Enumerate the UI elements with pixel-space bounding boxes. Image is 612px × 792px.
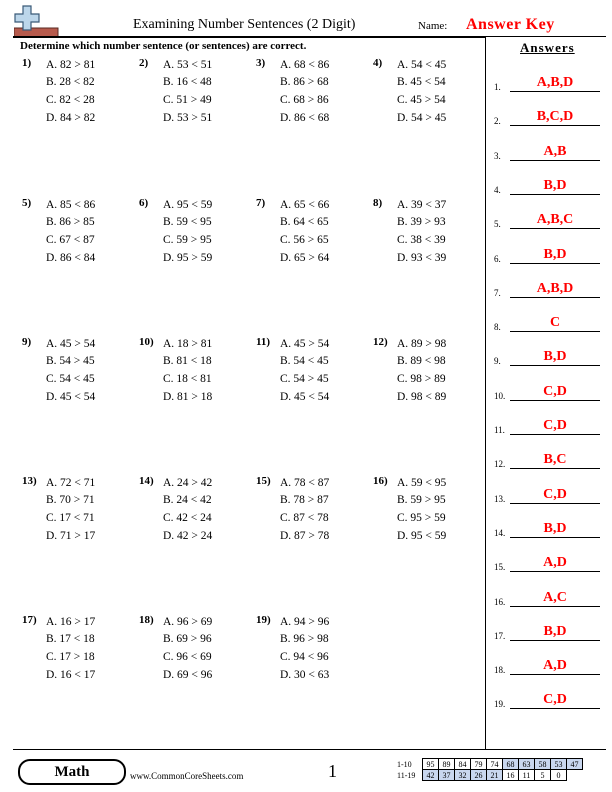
problem-option: C. 87 < 78	[280, 512, 329, 524]
score-grid	[396, 758, 583, 781]
problem-option: C. 95 > 59	[397, 512, 446, 524]
answer-value: A,D	[543, 555, 567, 571]
answer-number: 8.	[494, 322, 501, 333]
problem-option: B. 28 < 82	[46, 76, 95, 88]
score-cell: 42	[423, 770, 439, 781]
answer-row	[494, 441, 604, 469]
problem-18	[139, 614, 251, 694]
problem-option: B. 64 < 65	[280, 216, 329, 228]
problem-option: C. 67 < 87	[46, 234, 95, 246]
problem-12	[373, 336, 485, 416]
problem-number: 19)	[256, 614, 271, 626]
answer-row	[494, 98, 604, 126]
problem-option: D. 45 < 54	[46, 391, 96, 403]
problem-7	[256, 197, 368, 277]
answer-line	[510, 365, 600, 366]
answer-row	[494, 544, 604, 572]
problem-option: C. 17 < 71	[46, 512, 95, 524]
problem-option: C. 38 < 39	[397, 234, 446, 246]
problem-option: A. 65 < 66	[280, 199, 330, 211]
problem-1	[22, 57, 134, 137]
problem-option: A. 39 < 37	[397, 199, 447, 211]
problem-option: A. 45 > 54	[46, 338, 96, 350]
answer-number: 11.	[494, 425, 505, 435]
problem-number: 1)	[22, 57, 32, 69]
answer-value: B,D	[543, 349, 567, 365]
score-grid-label: 11-19	[397, 770, 416, 780]
problem-number: 14)	[139, 475, 154, 487]
answer-number: 17.	[494, 630, 506, 641]
problem-number: 17)	[22, 614, 37, 626]
problem-option: D. 84 > 82	[46, 112, 96, 124]
header-divider	[13, 36, 486, 38]
problem-option: D. 54 > 45	[397, 112, 447, 124]
answers-header: Answers	[520, 40, 575, 55]
problem-option: D. 16 < 17	[46, 669, 96, 681]
footer-divider	[13, 749, 606, 750]
page-number: 1	[328, 761, 337, 781]
answer-number: 7.	[494, 287, 501, 298]
answer-line	[510, 263, 600, 264]
problem-11	[256, 336, 368, 416]
score-cell: 21	[487, 770, 503, 781]
problem-13	[22, 475, 134, 555]
answer-value: C,D	[543, 418, 567, 433]
problem-option: B. 17 < 18	[46, 633, 95, 645]
problem-10	[139, 336, 251, 416]
answer-number: 9.	[494, 356, 501, 367]
score-cell: 63	[519, 759, 535, 770]
answer-number: 14.	[494, 527, 506, 538]
problem-option: A. 53 < 51	[163, 59, 213, 71]
answer-line	[510, 606, 600, 607]
answer-value: A,D	[543, 658, 567, 674]
answer-row	[494, 510, 604, 538]
score-cell: 74	[487, 759, 503, 770]
problem-option: C. 96 < 69	[163, 651, 212, 663]
problem-4	[373, 57, 485, 137]
answer-number: 13.	[494, 493, 506, 504]
problem-number: 10)	[139, 336, 154, 348]
problem-option: A. 18 > 81	[163, 338, 213, 350]
score-cell: 84	[455, 759, 471, 770]
answer-line	[510, 708, 600, 709]
answer-number: 12.	[494, 459, 506, 470]
answer-number: 4.	[494, 184, 501, 195]
problem-option: B. 39 > 93	[397, 216, 446, 228]
answer-value: C,D	[543, 383, 567, 399]
answer-line	[510, 571, 600, 572]
problem-option: D. 69 < 96	[163, 669, 213, 681]
answers-divider	[485, 36, 486, 749]
answer-number: 16.	[494, 596, 506, 607]
instructions: Determine which number sentence (or sentences) are correct.	[20, 40, 307, 52]
score-cell: 95	[423, 759, 439, 770]
problem-option: A. 16 > 17	[46, 616, 96, 628]
problem-option: C. 94 < 96	[280, 651, 329, 663]
score-cell: 58	[535, 759, 551, 770]
problem-option: B. 16 < 48	[163, 76, 212, 88]
answer-row	[494, 373, 604, 401]
answer-number: 5.	[494, 219, 501, 230]
problem-option: C. 54 > 45	[280, 373, 329, 385]
answer-row	[494, 304, 604, 332]
answer-row	[494, 133, 604, 161]
answer-line	[510, 400, 600, 401]
answer-value: A,B,C	[536, 212, 574, 228]
problem-14	[139, 475, 251, 555]
problem-option: D. 30 < 63	[280, 669, 330, 681]
problem-option: B. 70 > 71	[46, 494, 95, 506]
answer-row	[494, 201, 604, 229]
answer-row	[494, 476, 604, 504]
problem-option: B. 78 > 87	[280, 494, 329, 506]
answer-row	[494, 338, 604, 366]
answer-number: 3.	[494, 150, 501, 161]
problem-3	[256, 57, 368, 137]
problem-number: 11)	[256, 336, 271, 348]
logo-icon	[14, 4, 62, 38]
website-link[interactable]: www.CommonCoreSheets.com	[130, 771, 244, 781]
problem-option: D. 86 < 84	[46, 252, 96, 264]
answer-value: B,D	[543, 246, 567, 262]
answer-line	[510, 228, 600, 229]
problem-number: 8)	[373, 197, 383, 209]
problem-option: A. 54 < 45	[397, 59, 447, 71]
problem-option: A. 89 > 98	[397, 338, 447, 350]
name-label: Name:	[418, 20, 448, 32]
problem-option: B. 86 > 68	[280, 76, 329, 88]
answer-value: B,C,D	[536, 109, 574, 125]
problem-number: 13)	[22, 475, 37, 487]
answer-line	[510, 331, 600, 332]
problem-option: B. 96 > 98	[280, 633, 329, 645]
problem-option: D. 86 < 68	[280, 112, 330, 124]
problem-16	[373, 475, 485, 555]
score-cell: 37	[439, 770, 455, 781]
problem-option: D. 95 > 59	[163, 252, 213, 264]
answer-number: 15.	[494, 562, 506, 573]
page-title: Examining Number Sentences (2 Digit)	[133, 17, 356, 32]
problem-option: D. 98 < 89	[397, 391, 447, 403]
subject-badge: Math	[18, 759, 126, 785]
answer-row	[494, 613, 604, 641]
problem-option: C. 18 < 81	[163, 373, 212, 385]
answer-value: A,B,D	[536, 280, 574, 296]
problem-option: A. 95 < 59	[163, 199, 213, 211]
answer-line	[510, 468, 600, 469]
answer-value: A,B,D	[536, 75, 574, 90]
problem-option: A. 72 < 71	[46, 477, 96, 489]
problem-option: C. 82 < 28	[46, 94, 95, 106]
answer-value: B,D	[543, 623, 567, 639]
problem-19	[256, 614, 368, 694]
score-cell: 68	[503, 759, 519, 770]
problem-option: A. 59 < 95	[397, 477, 447, 489]
score-cell: 53	[551, 759, 567, 770]
problem-number: 2)	[139, 57, 149, 69]
answer-value: C	[549, 315, 561, 331]
problem-option: B. 24 < 42	[163, 494, 212, 506]
problem-option: A. 45 > 54	[280, 338, 330, 350]
answer-line	[510, 194, 600, 195]
problem-option: D. 81 > 18	[163, 391, 213, 403]
problem-option: B. 45 < 54	[397, 76, 446, 88]
answer-line	[510, 674, 600, 675]
answer-number: 6.	[494, 253, 501, 264]
problem-option: C. 56 > 65	[280, 234, 329, 246]
problem-option: B. 86 > 85	[46, 216, 95, 228]
problem-6	[139, 197, 251, 277]
problem-option: A. 85 < 86	[46, 199, 96, 211]
problem-option: D. 95 < 59	[397, 530, 447, 542]
problem-option: B. 59 > 95	[397, 494, 446, 506]
problem-option: D. 87 > 78	[280, 530, 330, 542]
score-grid-row	[396, 759, 583, 770]
score-cell: 26	[471, 770, 487, 781]
problem-number: 7)	[256, 197, 266, 209]
answer-row	[494, 407, 604, 435]
problem-option: D. 71 > 17	[46, 530, 96, 542]
problem-option: B. 89 < 98	[397, 355, 446, 367]
answer-row	[494, 270, 604, 298]
answer-row	[494, 64, 604, 92]
problem-option: A. 24 > 42	[163, 477, 213, 489]
answer-number: 19.	[494, 699, 506, 710]
answer-key-label: Answer Key	[466, 16, 555, 33]
problem-8	[373, 197, 485, 277]
answer-line	[510, 434, 600, 435]
problem-9	[22, 336, 134, 416]
problem-number: 6)	[139, 197, 149, 209]
problem-option: D. 45 < 54	[280, 391, 330, 403]
score-cell: 32	[455, 770, 471, 781]
score-cell: 0	[551, 770, 567, 781]
problem-option: C. 59 > 95	[163, 234, 212, 246]
answer-line	[510, 91, 600, 92]
answer-value: B,D	[543, 520, 567, 536]
problem-number: 5)	[22, 197, 32, 209]
problem-option: B. 59 < 95	[163, 216, 212, 228]
problem-number: 15)	[256, 475, 271, 487]
score-cell: 11	[519, 770, 535, 781]
answer-value: B,D	[543, 177, 567, 193]
answer-row	[494, 236, 604, 264]
problem-option: D. 65 > 64	[280, 252, 330, 264]
problem-option: C. 68 > 86	[280, 94, 329, 106]
problem-option: D. 93 < 39	[397, 252, 447, 264]
problem-option: B. 54 > 45	[46, 355, 95, 367]
problem-17	[22, 614, 134, 694]
problem-option: A. 94 > 96	[280, 616, 330, 628]
answer-line	[510, 297, 600, 298]
problem-option: C. 42 < 24	[163, 512, 212, 524]
problem-number: 12)	[373, 336, 388, 348]
score-cell: 16	[503, 770, 519, 781]
score-cell: 47	[567, 759, 583, 770]
score-grid-row	[396, 770, 583, 781]
problem-option: B. 54 < 45	[280, 355, 329, 367]
problem-option: A. 78 < 87	[280, 477, 330, 489]
answer-number: 2.	[494, 116, 501, 127]
problem-5	[22, 197, 134, 277]
answer-value: C,D	[543, 486, 567, 502]
problem-option: D. 53 > 51	[163, 112, 213, 124]
problem-option: A. 68 < 86	[280, 59, 330, 71]
answer-value: A,B	[543, 143, 567, 159]
problem-option: A. 96 > 69	[163, 616, 213, 628]
problem-number: 4)	[373, 57, 383, 69]
answer-number: 18.	[494, 665, 506, 676]
problem-2	[139, 57, 251, 137]
score-grid-label: 1-10	[397, 759, 412, 769]
answer-row	[494, 681, 604, 709]
answer-number: 10.	[494, 390, 506, 401]
problem-option: C. 17 > 18	[46, 651, 95, 663]
answer-value: C,D	[543, 692, 567, 708]
problem-number: 3)	[256, 57, 266, 69]
problem-15	[256, 475, 368, 555]
problem-option: C. 54 < 45	[46, 373, 95, 385]
answer-value: A,C	[543, 589, 567, 605]
score-cell: 5	[535, 770, 551, 781]
problem-number: 9)	[22, 336, 32, 348]
problem-option: B. 69 > 96	[163, 633, 212, 645]
answer-line	[510, 503, 600, 504]
answer-row	[494, 167, 604, 195]
answer-row	[494, 647, 604, 675]
problem-number: 18)	[139, 614, 154, 626]
problem-option: C. 51 > 49	[163, 94, 212, 106]
problem-option: B. 81 < 18	[163, 355, 212, 367]
answer-line	[510, 160, 600, 161]
score-cell: 79	[471, 759, 487, 770]
score-cell: 89	[439, 759, 455, 770]
answer-line	[510, 640, 600, 641]
problem-option: D. 42 > 24	[163, 530, 213, 542]
answer-row	[494, 579, 604, 607]
problem-number: 16)	[373, 475, 388, 487]
answer-number: 1.	[494, 82, 501, 92]
problem-option: C. 98 > 89	[397, 373, 446, 385]
answer-line	[510, 537, 600, 538]
problem-option: C. 45 > 54	[397, 94, 446, 106]
problem-option: A. 82 > 81	[46, 59, 96, 71]
answer-line	[510, 125, 600, 126]
answer-value: B,C	[543, 452, 567, 468]
